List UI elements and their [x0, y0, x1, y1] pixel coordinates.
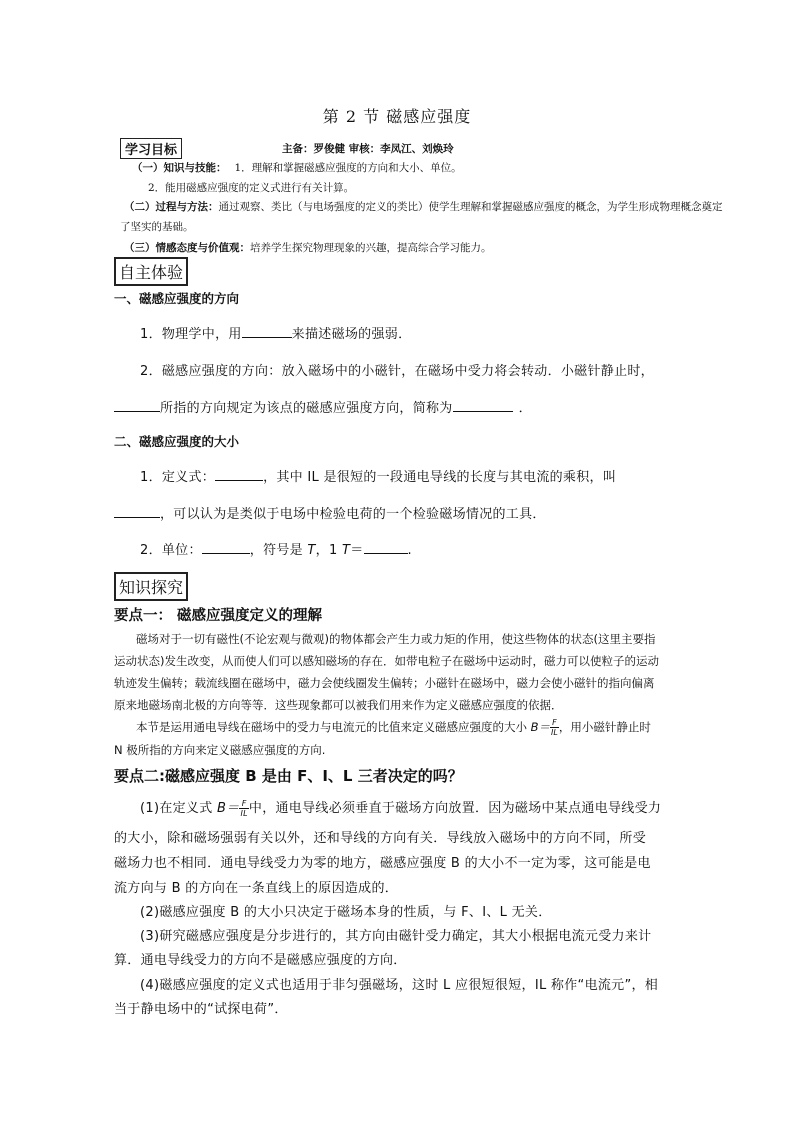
question-2-text-b: 所指的方向规定为该点的磁感应强度方向，简称为	[160, 401, 453, 416]
goal-line-5	[124, 240, 492, 255]
point-1-para-line-5-text-a: 本节是运用通电导线在磁场中的受力与电流元的比值来定义磁感应强度的大小	[136, 720, 531, 734]
question-2-line-2	[114, 397, 532, 416]
question-3-line-2	[114, 503, 546, 522]
question-2-line-1: 2．磁感应强度的方向：放入磁场中的小磁针，在磁场中受力将会转动．小磁针静止时，	[140, 364, 654, 379]
goal-line-3-head: （二）过程与方法：	[124, 201, 219, 213]
point-2-line-5: (2)磁感应强度 B 的大小只决定于磁场本身的性质，与 F、I、L 无关．	[140, 905, 552, 920]
goal-line-3-text: 通过观察、类比（与电场强度的定义的类比）使学生理解和掌握磁感应强度的概念，为学生形成物理概念奠定	[218, 201, 723, 213]
blank-6[interactable]	[202, 541, 250, 554]
authors-line: 主备：罗俊健 审核：李凤江、刘焕玲	[282, 143, 454, 155]
point-1-para-line-4: 原来地磁场南北极的方向等等．这些现象都可以被我们用来作为定义磁感应强度的依据．	[114, 698, 563, 712]
section-2-heading: 二、磁感应强度的大小	[114, 434, 240, 449]
page-title: 第 2 节 磁感应强度	[322, 107, 472, 126]
blank-1[interactable]	[242, 325, 292, 338]
goal-line-1-head: （一）知识与技能：	[132, 162, 227, 174]
point-1-para-line-2: 运动状态)发生改变，从而使人们可以感知磁场的存在．如带电粒子在磁场中运动时，磁力可以使粒子的运动	[114, 654, 659, 668]
goal-line-1-text: 1．理解和掌握磁感应强度的方向和大小、单位。	[234, 162, 462, 174]
question-3-text-c: ，可以认为是类似于电场中检验电荷的一个检验磁场情况的工具．	[160, 507, 546, 522]
goal-line-5-head: （三）情感态度与价值观：	[124, 242, 250, 254]
formula-2-denominator: IL	[240, 809, 248, 818]
point-2-line-8: (4)磁感应强度的定义式也适用于非匀强磁场，这时 L 应很短很短，IL 称作“电流元”，相	[140, 978, 659, 993]
symbol-t-2: T	[341, 543, 351, 558]
self-study-label: 自主体验	[114, 257, 188, 286]
question-1-text-b: 来描述磁场的强弱．	[291, 327, 412, 342]
formula-lhs: B＝	[530, 720, 551, 734]
goal-line-3	[124, 199, 723, 214]
formula-2-lhs: B＝	[216, 801, 240, 816]
learning-goals-label: 学习目标	[120, 138, 182, 159]
goal-line-5-text: 培养学生探究物理现象的兴趣，提高综合学习能力。	[250, 242, 492, 254]
formula-fraction	[550, 718, 559, 737]
blank-5[interactable]	[114, 505, 160, 518]
point-2-line-6: (3)研究磁感应强度是分步进行的，其方向由磁针受力确定，其大小根据电流元受力来计	[140, 929, 652, 944]
formula-numerator: F	[550, 718, 559, 728]
point-1-para-line-5	[136, 718, 651, 737]
point-2-heading: 要点二:磁感应强度 B 是由 F、I、L 三者决定的吗？	[114, 767, 463, 785]
goal-line-2: 2．能用磁感应强度的定义式进行有关计算。	[148, 182, 355, 194]
question-1-text-a: 1．物理学中，用	[140, 327, 242, 342]
point-1-para-line-6: N 极所指的方向来定义磁感应强度的方向.	[114, 743, 326, 757]
point-1-para-line-5-text-b: ，用小磁针静止时	[558, 720, 651, 734]
question-2-text-c: ．	[518, 401, 532, 416]
question-3-line-1	[140, 466, 616, 485]
point-1-para-line-3: 轨迹发生偏转；载流线圈在磁场中，磁力会使线圈发生偏转；小磁针在磁场中，磁力会使小磁针的指向偏离	[114, 676, 655, 690]
symbol-t: T	[307, 543, 316, 558]
blank-2[interactable]	[114, 399, 160, 412]
point-2-line-2: 的大小，除和磁场强弱有关以外，还和导线的方向有关．导线放入磁场中的方向不同，所受	[114, 831, 647, 846]
formula-2-numerator: F	[239, 799, 248, 809]
question-4-text-e: .	[407, 543, 412, 558]
point-2-line-1-text-a: (1)在定义式	[140, 801, 217, 816]
blank-4[interactable]	[215, 468, 263, 481]
point-2-line-1-text-b: 中，通电导线必须垂直于磁场方向放置．因为磁场中某点通电导线受力	[248, 801, 662, 816]
question-4-text-a: 2．单位：	[140, 543, 202, 558]
question-4-text-b: ，符号是	[249, 543, 308, 558]
formula-2-fraction	[239, 799, 248, 818]
point-2-line-3: 磁场力也不相同．通电导线受力为零的地方，磁感应强度 B 的大小不一定为零，这可能是电	[114, 856, 651, 871]
goal-line-1	[132, 160, 462, 175]
formula-denominator: IL	[551, 728, 558, 737]
point-2-line-9: 当于静电场中的“试探电荷”．	[114, 1002, 288, 1017]
blank-7[interactable]	[364, 541, 408, 554]
explore-label: 知识探究	[114, 572, 188, 601]
question-4-text-d: ＝	[350, 543, 364, 558]
blank-3[interactable]	[453, 399, 513, 412]
question-4	[140, 539, 412, 558]
question-4-text-c: ，1	[315, 543, 342, 558]
question-3-text-b: ，其中 IL 是很短的一段通电导线的长度与其电流的乘积，叫	[263, 470, 617, 485]
question-1	[140, 323, 411, 342]
point-2-line-1	[140, 797, 661, 818]
goal-line-4: 了坚实的基础。	[120, 221, 194, 233]
point-2-line-4: 流方向与 B 的方向在一条直线上的原因造成的．	[114, 881, 399, 896]
point-2-line-7: 算．通电导线受力的方向不是磁感应强度的方向．	[114, 953, 407, 968]
point-1-heading: 要点一： 磁感应强度定义的理解	[114, 608, 323, 624]
section-1-heading: 一、磁感应强度的方向	[114, 291, 240, 306]
question-3-text-a: 1．定义式：	[140, 470, 216, 485]
point-1-para-line-1: 磁场对于一切有磁性(不论宏观与微观)的物体都会产生力或力矩的作用，使这些物体的状态(这里主要指	[136, 632, 656, 646]
